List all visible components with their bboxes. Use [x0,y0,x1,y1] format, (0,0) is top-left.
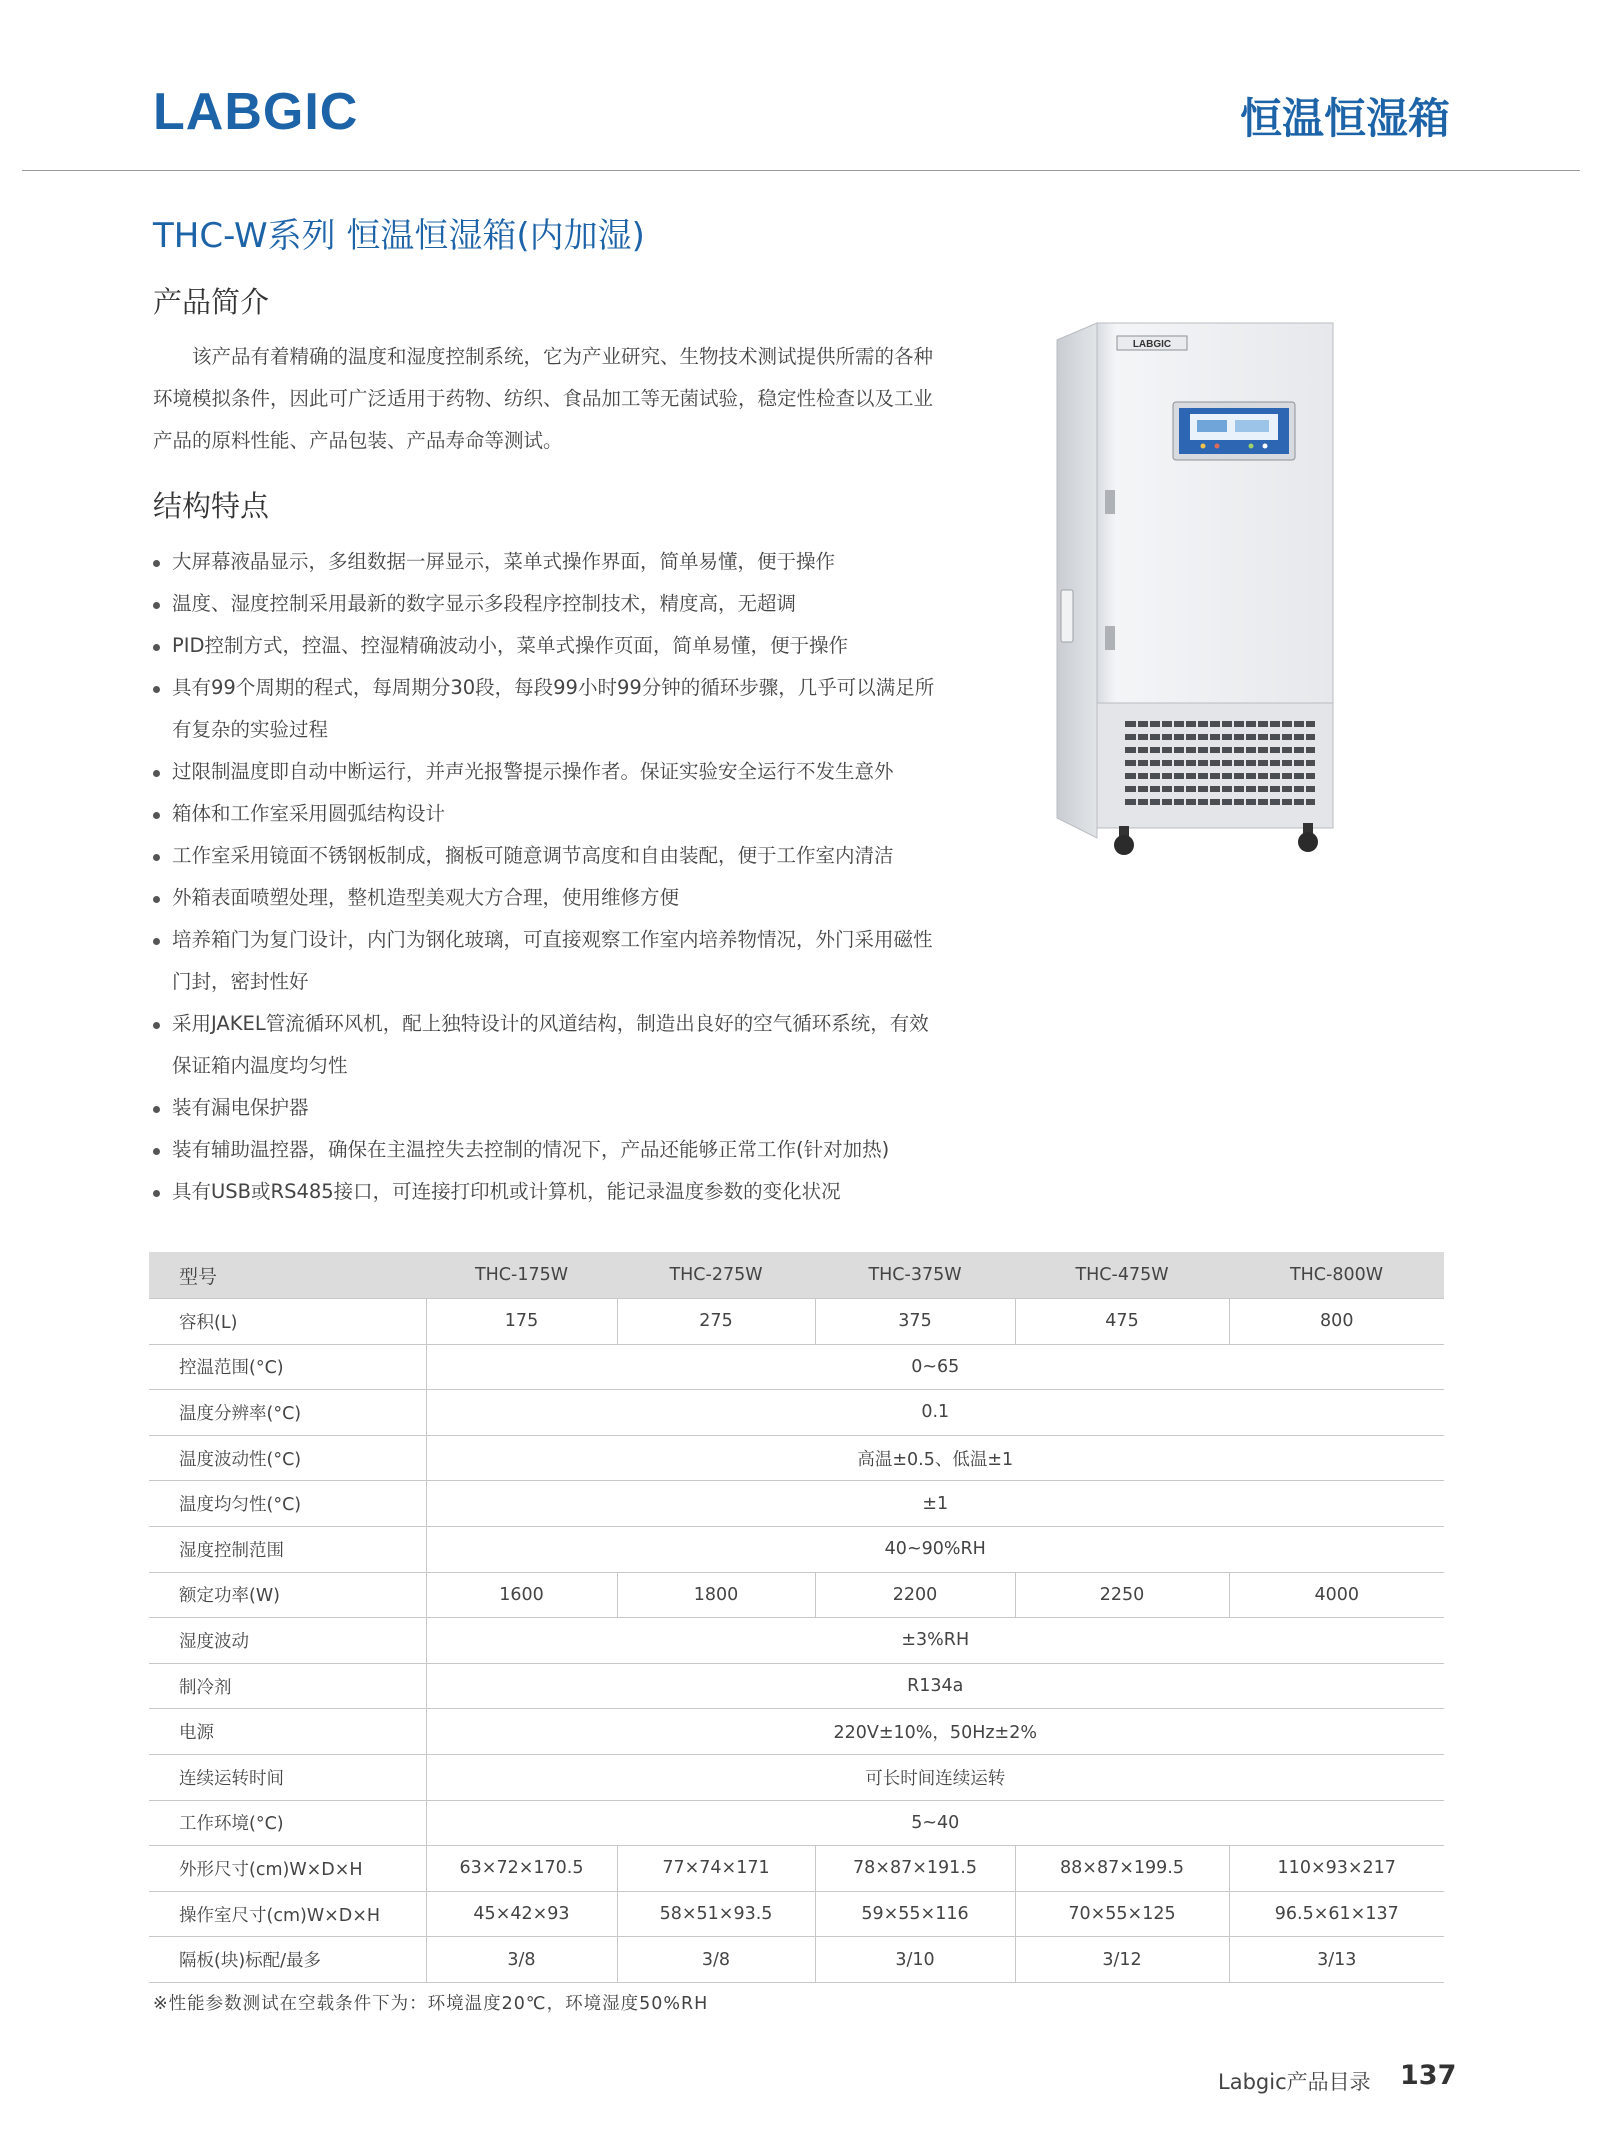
feature-item: 温度、湿度控制采用最新的数字显示多段程序控制技术，精度高，无超调 [153,583,943,625]
row-label: 湿度波动 [149,1618,426,1664]
table-row [149,1663,1444,1709]
row-label: 湿度控制范围 [149,1526,426,1572]
row-label: 温度分辨率(°C) [149,1390,426,1436]
row-label: 温度均匀性(°C) [149,1481,426,1527]
cell-value: 0~65 [426,1344,1444,1390]
feature-item: 装有漏电保护器 [153,1087,943,1129]
cell-value: 175 [426,1299,617,1345]
table-row [149,1800,1444,1846]
table-row [149,1299,1444,1345]
table-row [149,1937,1444,1983]
bullet-icon [153,1148,160,1155]
feature-item: 大屏幕液晶显示，多组数据一屏显示，菜单式操作界面，简单易懂，便于操作 [153,541,943,583]
bullet-icon [153,560,160,567]
cell-value: 3/8 [426,1937,617,1983]
table-row [149,1390,1444,1436]
cell-value: 63×72×170.5 [426,1846,617,1892]
row-label: 控温范围(°C) [149,1344,426,1390]
row-label: 外形尺寸(cm)W×D×H [149,1846,426,1892]
header-label: 型号 [149,1252,426,1299]
cell-value: 96.5×61×137 [1229,1891,1444,1937]
cell-value: 1600 [426,1572,617,1618]
feature-item: 培养箱门为复门设计，内门为钢化玻璃，可直接观察工作室内培养物情况，外门采用磁性门封，密封性好 [153,919,943,1003]
cell-value: 275 [617,1299,815,1345]
intro-text: 该产品有着精确的温度和湿度控制系统，它为产业研究、生物技术测试提供所需的各种环境模拟条件，因此可广泛适用于药物、纺织、食品加工等无菌试验，稳定性检查以及工业产品的原料性能、产品包装、产品寿命等测试。 [153,345,934,452]
table-row [149,1344,1444,1390]
feature-item: 具有USB或RS485接口，可连接打印机或计算机，能记录温度参数的变化状况 [153,1171,943,1213]
spec-table [149,1252,1444,1983]
cell-value: 3/12 [1015,1937,1229,1983]
row-label: 工作环境(°C) [149,1800,426,1846]
cell-value: 40~90%RH [426,1526,1444,1572]
model-header: THC-275W [617,1252,815,1299]
cell-value: 2250 [1015,1572,1229,1618]
row-label: 温度波动性(°C) [149,1435,426,1481]
table-row [149,1709,1444,1755]
cell-value: 5~40 [426,1800,1444,1846]
cell-value: ±1 [426,1481,1444,1527]
model-header: THC-175W [426,1252,617,1299]
cell-value: 800 [1229,1299,1444,1345]
bullet-icon [153,938,160,945]
footer-catalog: Labgic产品目录 [1218,2070,1371,2094]
feature-item: PID控制方式，控温、控湿精确波动小，菜单式操作页面，简单易懂，便于操作 [153,625,943,667]
page-number: 137 [1400,2060,1457,2091]
cell-value: 4000 [1229,1572,1444,1618]
cell-value: 0.1 [426,1390,1444,1436]
feature-item: 采用JAKEL管流循环风机，配上独特设计的风道结构，制造出良好的空气循环系统，有效保证箱内温度均匀性 [153,1003,943,1087]
cell-value: 70×55×125 [1015,1891,1229,1937]
cell-value: 88×87×199.5 [1015,1846,1229,1892]
row-label: 操作室尺寸(cm)W×D×H [149,1891,426,1937]
bullet-icon [153,1106,160,1113]
bullet-icon [153,770,160,777]
intro-heading: 产品简介 [153,285,270,319]
cell-value: 可长时间连续运转 [426,1754,1444,1800]
feature-list [153,541,943,1213]
model-header: THC-475W [1015,1252,1229,1299]
product-image [1045,318,1345,858]
brand-plate-text: LABGIC [1132,339,1172,350]
bullet-icon [153,854,160,861]
table-row [149,1526,1444,1572]
cell-value: 78×87×191.5 [815,1846,1015,1892]
cell-value: 1800 [617,1572,815,1618]
table-row [149,1846,1444,1892]
features-heading: 结构特点 [153,489,270,523]
table-row [149,1435,1444,1481]
model-header: THC-800W [1229,1252,1444,1299]
page-title: THC-W系列 恒温恒湿箱(内加湿) [153,216,645,256]
cell-value: 2200 [815,1572,1015,1618]
table-row [149,1572,1444,1618]
cell-value: 3/13 [1229,1937,1444,1983]
bullet-icon [153,644,160,651]
cell-value: 45×42×93 [426,1891,617,1937]
test-condition-note: ※性能参数测试在空载条件下为：环境温度20℃，环境湿度50%RH [153,1994,709,2014]
row-label: 电源 [149,1709,426,1755]
bullet-icon [153,1022,160,1029]
row-label: 容积(L) [149,1299,426,1345]
category-title: 恒温恒湿箱 [1239,94,1450,143]
bullet-icon [153,812,160,819]
bullet-icon [153,686,160,693]
row-label: 连续运转时间 [149,1754,426,1800]
cell-value: 3/8 [617,1937,815,1983]
table-header-row [149,1252,1444,1299]
header-divider [22,170,1580,171]
bullet-icon [153,602,160,609]
cell-value: 220V±10%，50Hz±2% [426,1709,1444,1755]
cell-value: ±3%RH [426,1618,1444,1664]
cell-value: 77×74×171 [617,1846,815,1892]
row-label: 隔板(块)标配/最多 [149,1937,426,1983]
feature-item: 工作室采用镜面不锈钢板制成，搁板可随意调节高度和自由装配，便于工作室内清洁 [153,835,943,877]
feature-item: 装有辅助温控器，确保在主温控失去控制的情况下，产品还能够正常工作(针对加热) [153,1129,943,1171]
table-row [149,1891,1444,1937]
cell-value: 59×55×116 [815,1891,1015,1937]
brand-logo: LABGIC [153,83,359,141]
cell-value: 58×51×93.5 [617,1891,815,1937]
bullet-icon [153,896,160,903]
feature-item: 具有99个周期的程式，每周期分30段，每段99小时99分钟的循环步骤，几乎可以满足所有复杂的实验过程 [153,667,943,751]
feature-item: 箱体和工作室采用圆弧结构设计 [153,793,943,835]
cell-value: 3/10 [815,1937,1015,1983]
feature-item: 过限制温度即自动中断运行，并声光报警提示操作者。保证实验安全运行不发生意外 [153,751,943,793]
table-row [149,1481,1444,1527]
cell-value: R134a [426,1663,1444,1709]
feature-item: 外箱表面喷塑处理，整机造型美观大方合理，使用维修方便 [153,877,943,919]
cell-value: 高温±0.5、低温±1 [426,1435,1444,1481]
table-row [149,1618,1444,1664]
row-label: 额定功率(W) [149,1572,426,1618]
model-header: THC-375W [815,1252,1015,1299]
row-label: 制冷剂 [149,1663,426,1709]
cell-value: 110×93×217 [1229,1846,1444,1892]
bullet-icon [153,1190,160,1197]
cell-value: 475 [1015,1299,1229,1345]
cell-value: 375 [815,1299,1015,1345]
table-row [149,1754,1444,1800]
